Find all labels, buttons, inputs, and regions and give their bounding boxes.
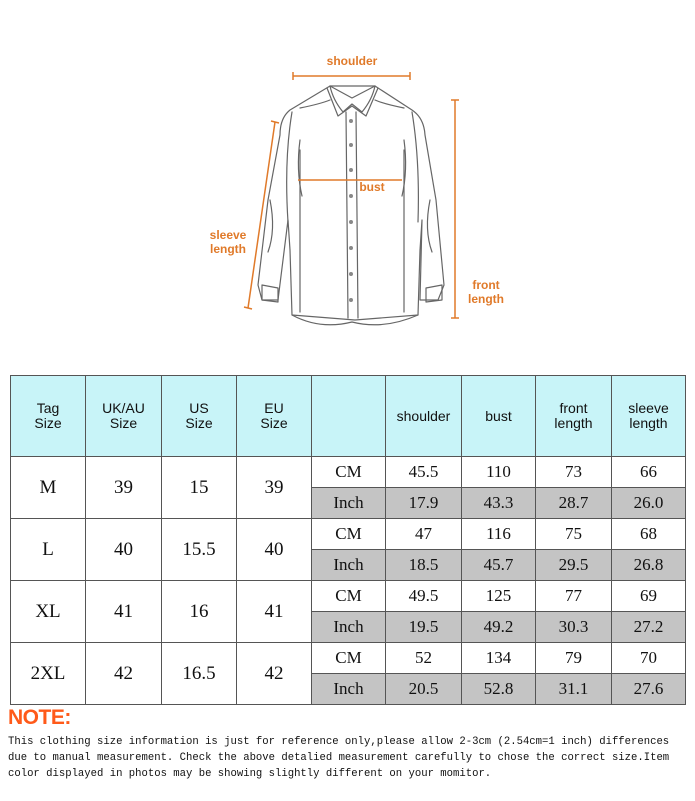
tag-size-cell: 2XL [11, 643, 86, 705]
tag-size-cell: XL [11, 581, 86, 643]
size-chart-table [10, 375, 686, 705]
header-cell: shoulder [386, 376, 462, 457]
note-text: This clothing size information is just for reference only,please allow 2-3cm (2.54cm=1 inch) differences due to manual measurement. Check the above detalied measurement carefully to chose the correct size.Item color displayed in photos may be showing slightly different on your momitor. [8, 736, 670, 780]
eu-size-cell: 42 [237, 643, 312, 705]
unit-cell: CM [312, 581, 386, 612]
bust-value-cell: 49.2 [462, 612, 536, 643]
sleeve-value-cell: 66 [612, 457, 686, 488]
shirt-measurement-diagram [0, 0, 695, 365]
bust-value-cell: 45.7 [462, 550, 536, 581]
header-cell: US Size [162, 376, 237, 457]
front-value-cell: 30.3 [536, 612, 612, 643]
header-cell: Tag Size [11, 376, 86, 457]
us-size-cell: 16.5 [162, 643, 237, 705]
uk-size-cell: 40 [86, 519, 162, 581]
uk-size-cell: 41 [86, 581, 162, 643]
unit-cell: CM [312, 643, 386, 674]
front-value-cell: 28.7 [536, 488, 612, 519]
shoulder-value-cell: 19.5 [386, 612, 462, 643]
table-header-row [11, 376, 686, 457]
table-row [11, 457, 686, 488]
shoulder-value-cell: 49.5 [386, 581, 462, 612]
front-value-cell: 77 [536, 581, 612, 612]
table-row [11, 643, 686, 674]
sleeve-length-label-line2: length [210, 242, 246, 256]
header-cell: EU Size [237, 376, 312, 457]
unit-cell: Inch [312, 550, 386, 581]
us-size-cell: 15.5 [162, 519, 237, 581]
front-length-label-line2: length [468, 292, 504, 306]
shoulder-value-cell: 18.5 [386, 550, 462, 581]
bust-value-cell: 134 [462, 643, 536, 674]
table-row [11, 581, 686, 612]
us-size-cell: 15 [162, 457, 237, 519]
front-value-cell: 31.1 [536, 674, 612, 705]
bust-value-cell: 110 [462, 457, 536, 488]
front-value-cell: 73 [536, 457, 612, 488]
unit-cell: CM [312, 457, 386, 488]
uk-size-cell: 39 [86, 457, 162, 519]
front-length-label-line1: front [472, 278, 500, 292]
header-cell: front length [536, 376, 612, 457]
bust-value-cell: 125 [462, 581, 536, 612]
header-cell [312, 376, 386, 457]
header-cell: UK/AU Size [86, 376, 162, 457]
header-cell: bust [462, 376, 536, 457]
front-value-cell: 29.5 [536, 550, 612, 581]
header-cell: sleeve length [612, 376, 686, 457]
shoulder-value-cell: 20.5 [386, 674, 462, 705]
table-row [11, 519, 686, 550]
bust-label: bust [359, 180, 385, 194]
sleeve-value-cell: 27.2 [612, 612, 686, 643]
sleeve-length-label-line1: sleeve [209, 228, 247, 242]
sleeve-value-cell: 26.8 [612, 550, 686, 581]
bust-value-cell: 43.3 [462, 488, 536, 519]
sleeve-value-cell: 27.6 [612, 674, 686, 705]
tag-size-cell: L [11, 519, 86, 581]
sleeve-value-cell: 70 [612, 643, 686, 674]
sleeve-length-line [248, 122, 275, 308]
unit-cell: CM [312, 519, 386, 550]
bust-value-cell: 52.8 [462, 674, 536, 705]
tag-size-cell: M [11, 457, 86, 519]
us-size-cell: 16 [162, 581, 237, 643]
unit-cell: Inch [312, 612, 386, 643]
sleeve-value-cell: 26.0 [612, 488, 686, 519]
shoulder-value-cell: 17.9 [386, 488, 462, 519]
sleeve-value-cell: 68 [612, 519, 686, 550]
unit-cell: Inch [312, 674, 386, 705]
eu-size-cell: 39 [237, 457, 312, 519]
uk-size-cell: 42 [86, 643, 162, 705]
sleeve-value-cell: 69 [612, 581, 686, 612]
shoulder-value-cell: 45.5 [386, 457, 462, 488]
shoulder-value-cell: 52 [386, 643, 462, 674]
eu-size-cell: 41 [237, 581, 312, 643]
bust-value-cell: 116 [462, 519, 536, 550]
front-value-cell: 75 [536, 519, 612, 550]
front-value-cell: 79 [536, 643, 612, 674]
eu-size-cell: 40 [237, 519, 312, 581]
shoulder-label: shoulder [326, 54, 378, 68]
shirt-buttons [349, 119, 353, 302]
shoulder-value-cell: 47 [386, 519, 462, 550]
unit-cell: Inch [312, 488, 386, 519]
note-title: NOTE: [8, 706, 71, 729]
